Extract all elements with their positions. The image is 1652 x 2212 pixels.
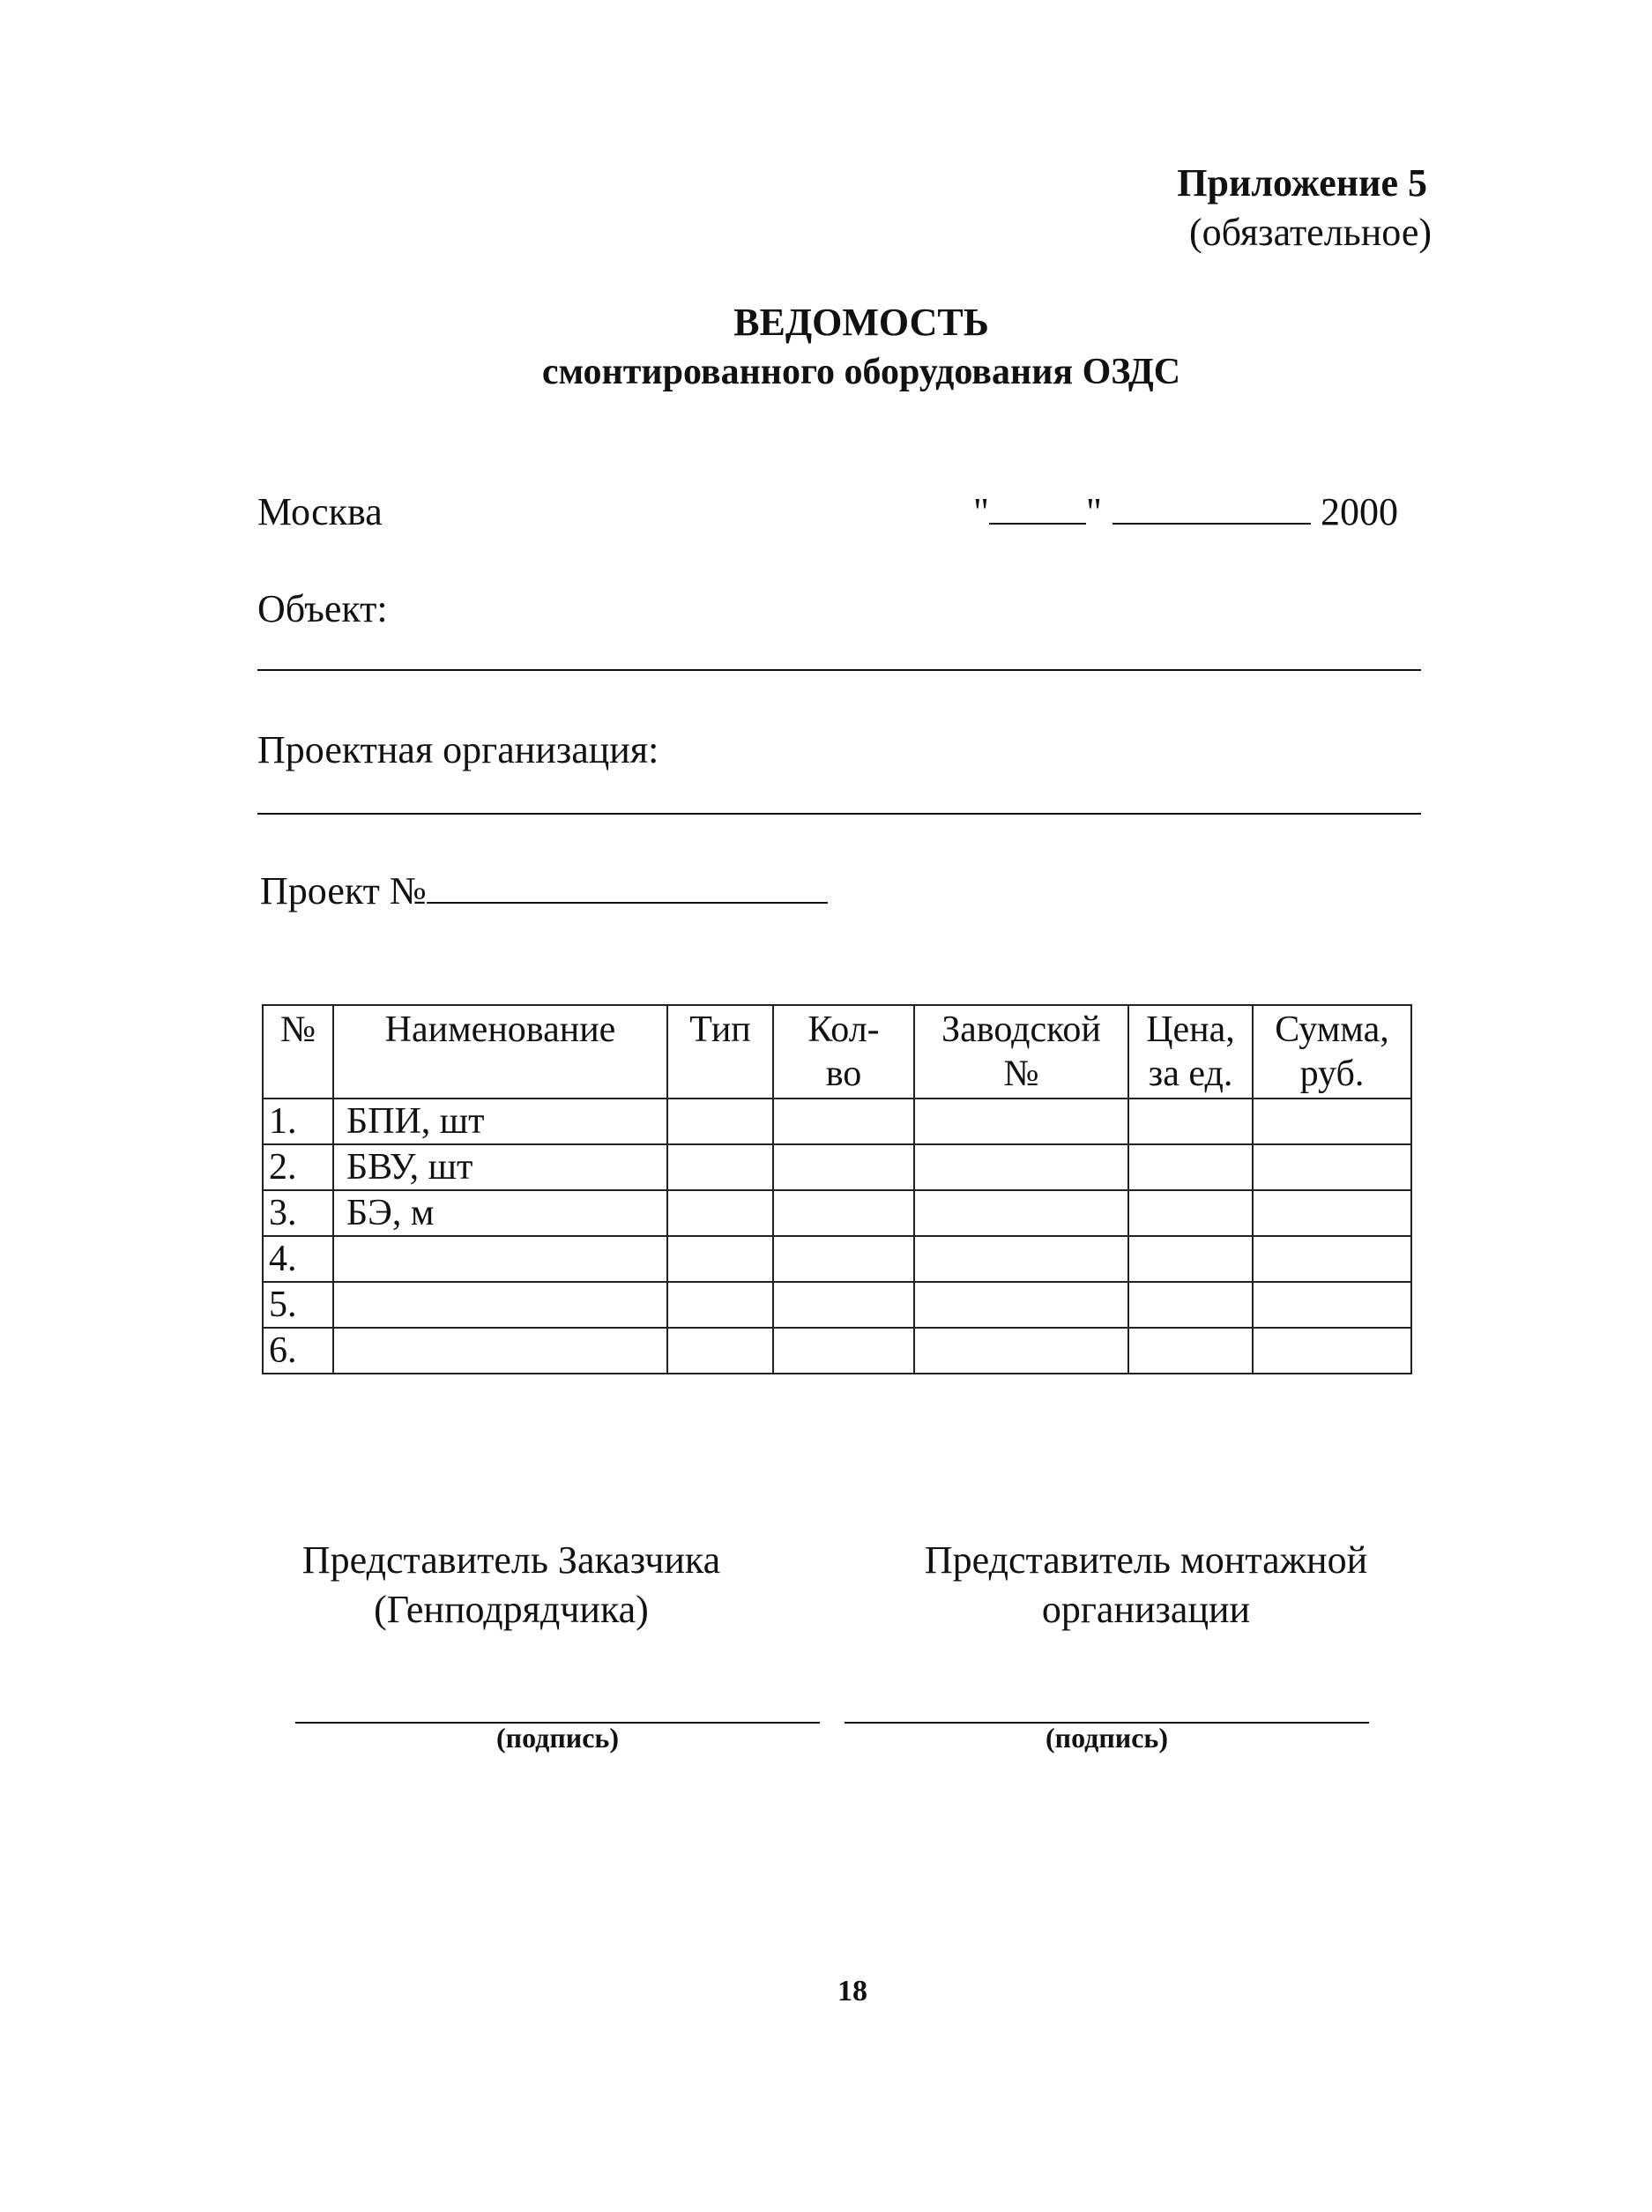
row-number: 2.: [263, 1144, 333, 1190]
row-serial-cell: [914, 1190, 1128, 1236]
row-price-cell: [1128, 1099, 1253, 1144]
customer-representative-label: [264, 1536, 758, 1635]
table-row: [263, 1144, 1411, 1190]
row-serial-cell: [914, 1099, 1128, 1144]
appendix-title: Приложение 5: [1177, 161, 1427, 205]
table-row: [263, 1236, 1411, 1282]
row-quantity-cell: [773, 1328, 914, 1374]
row-name: [333, 1282, 667, 1328]
row-name: БВУ, шт: [333, 1144, 667, 1190]
city-label: Москва: [257, 490, 383, 533]
row-sum-cell: [1253, 1236, 1411, 1282]
row-type-cell: [667, 1236, 773, 1282]
header-type-text: Тип: [689, 1009, 751, 1050]
header-no-text: №: [279, 1009, 316, 1050]
row-name: БПИ, шт: [333, 1099, 667, 1144]
equipment-table: [262, 1004, 1412, 1374]
header-no: [263, 1005, 333, 1099]
header-sum-line2: руб.: [1299, 1054, 1365, 1094]
date-field: [973, 489, 1398, 534]
row-type-cell: [667, 1144, 773, 1190]
installer-representative-line1: Представитель монтажной: [924, 1538, 1368, 1582]
row-name: [333, 1236, 667, 1282]
installer-signature-caption: (подпись): [1045, 1722, 1168, 1754]
row-number: 1.: [263, 1099, 333, 1144]
header-sum-line1: Сумма,: [1275, 1009, 1389, 1050]
header-quantity: [773, 1005, 914, 1099]
row-number: 4.: [263, 1236, 333, 1282]
document-subtitle: смонтированного оборудования ОЗДС: [541, 352, 1181, 392]
table-row: [263, 1282, 1411, 1328]
header-name: [333, 1005, 667, 1099]
customer-representative-line1: Представитель Заказчика: [301, 1538, 721, 1582]
row-sum-cell: [1253, 1099, 1411, 1144]
row-sum-cell: [1253, 1282, 1411, 1328]
row-number: 3.: [263, 1190, 333, 1236]
object-blank-line: [257, 669, 1421, 671]
row-type-cell: [667, 1282, 773, 1328]
header-price-line1: Цена,: [1146, 1009, 1235, 1050]
table-row: [263, 1328, 1411, 1374]
customer-representative-line2: (Генподрядчика): [374, 1588, 649, 1631]
design-organization-label: Проектная организация:: [257, 728, 659, 771]
year-value: 2000: [1320, 490, 1398, 533]
design-organization-blank-line: [257, 813, 1421, 815]
date-close-quote: ": [1085, 490, 1102, 533]
day-blank: [989, 496, 1086, 525]
row-quantity-cell: [773, 1144, 914, 1190]
appendix-note: (обязательное): [1189, 211, 1432, 254]
row-price-cell: [1128, 1144, 1253, 1190]
row-quantity-cell: [773, 1099, 914, 1144]
header-serial-line2: №: [1003, 1054, 1039, 1094]
header-quantity-line2: во: [825, 1054, 862, 1094]
row-type-cell: [667, 1328, 773, 1374]
project-number-label: Проект №: [260, 869, 427, 912]
row-name: БЭ, м: [333, 1190, 667, 1236]
table-header-row: [263, 1005, 1411, 1099]
object-label: Объект:: [257, 587, 388, 630]
row-price-cell: [1128, 1328, 1253, 1374]
row-serial-cell: [914, 1282, 1128, 1328]
row-sum-cell: [1253, 1190, 1411, 1236]
document-title: ВЕДОМОСТЬ: [733, 301, 989, 344]
row-sum-cell: [1253, 1144, 1411, 1190]
installer-representative-label: [873, 1536, 1419, 1635]
table-row: [263, 1190, 1411, 1236]
page-number: 18: [837, 1975, 867, 2007]
row-name: [333, 1328, 667, 1374]
row-price-cell: [1128, 1236, 1253, 1282]
header-unit-price: [1128, 1005, 1253, 1099]
row-quantity-cell: [773, 1236, 914, 1282]
table-row: [263, 1099, 1411, 1144]
project-number-blank: [427, 872, 828, 904]
row-type-cell: [667, 1190, 773, 1236]
header-total-sum: [1253, 1005, 1411, 1099]
header-quantity-line1: Кол-: [807, 1009, 880, 1050]
installer-representative-line2: организации: [1041, 1588, 1251, 1631]
month-blank: [1112, 496, 1311, 525]
row-number: 6.: [263, 1328, 333, 1374]
row-serial-cell: [914, 1144, 1128, 1190]
customer-signature-caption: (подпись): [495, 1722, 619, 1754]
header-price-line2: за ед.: [1148, 1054, 1233, 1094]
row-sum-cell: [1253, 1328, 1411, 1374]
project-number-field: [260, 868, 828, 913]
row-serial-cell: [914, 1328, 1128, 1374]
row-quantity-cell: [773, 1282, 914, 1328]
header-serial-line1: Заводской: [941, 1009, 1101, 1050]
row-type-cell: [667, 1099, 773, 1144]
row-serial-cell: [914, 1236, 1128, 1282]
row-price-cell: [1128, 1190, 1253, 1236]
row-number: 5.: [263, 1282, 333, 1328]
date-open-quote: ": [973, 490, 989, 533]
row-quantity-cell: [773, 1190, 914, 1236]
header-name-text: Наименование: [384, 1009, 616, 1050]
header-type: [667, 1005, 773, 1099]
header-serial-number: [914, 1005, 1128, 1099]
row-price-cell: [1128, 1282, 1253, 1328]
